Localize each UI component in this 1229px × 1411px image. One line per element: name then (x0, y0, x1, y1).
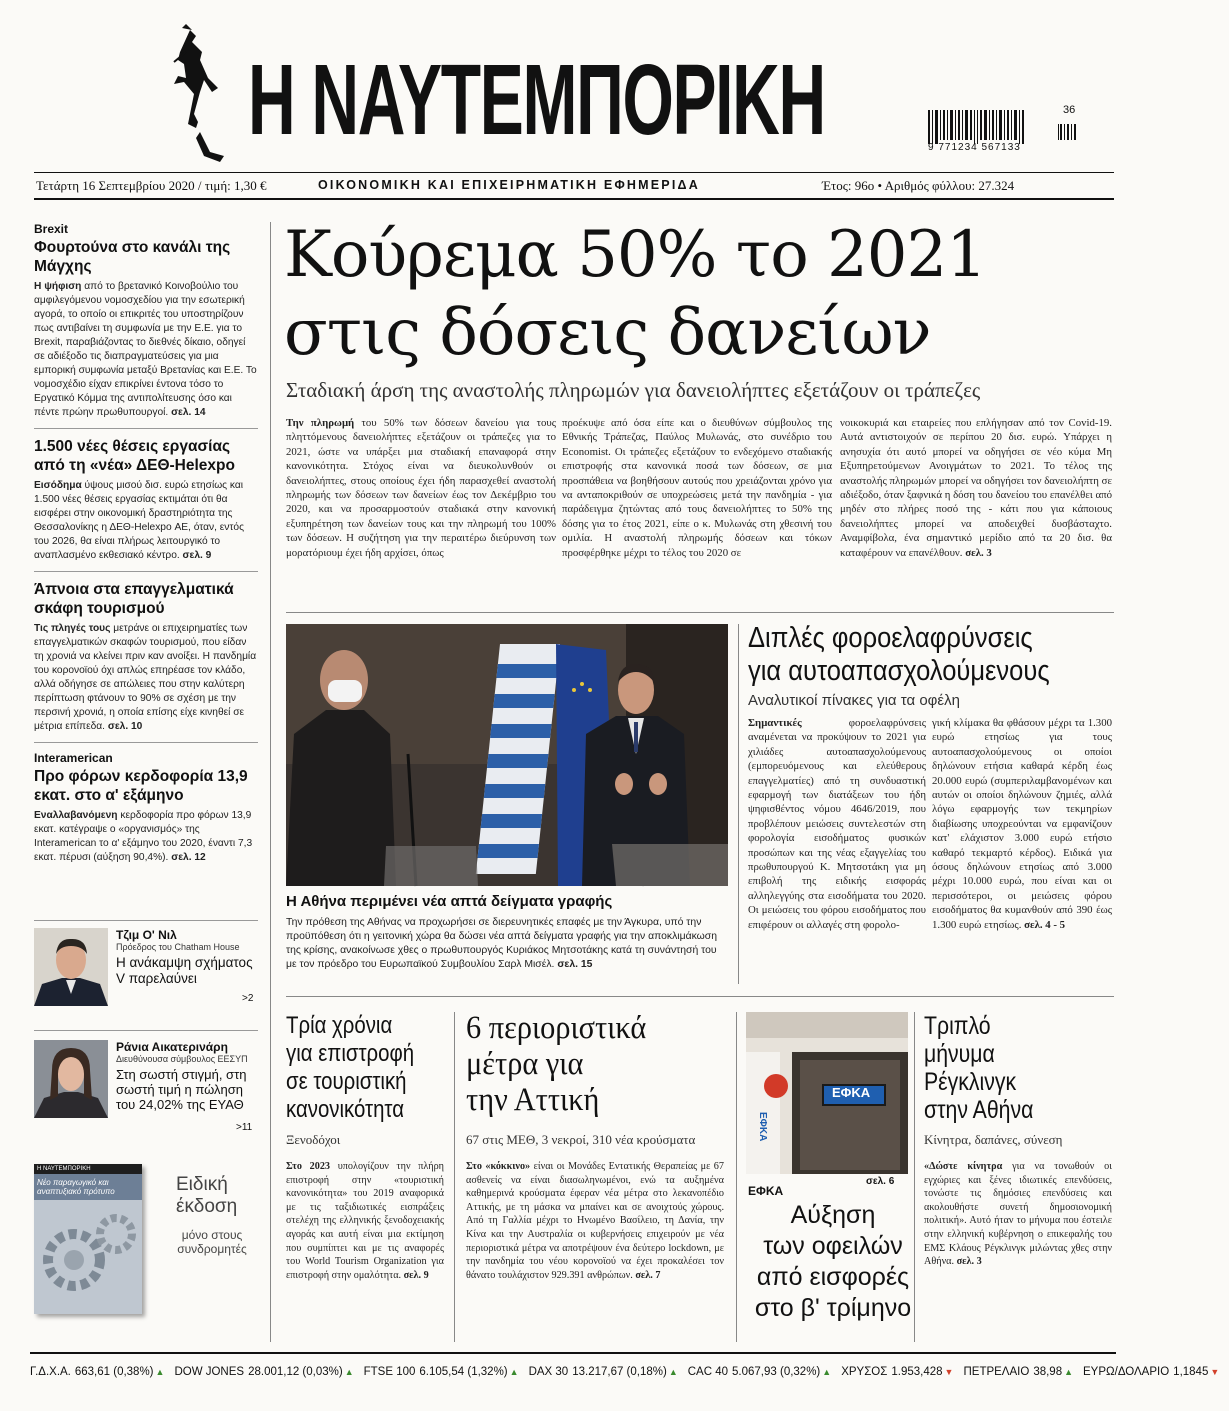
promo-cover-brand: Η ΝΑΥΤΕΜΠΟΡΙΚΗ (34, 1164, 142, 1174)
profile-name: Ράνια Αικατερινάρη (116, 1040, 228, 1054)
tagline: ΟΙΚΟΝΟΜΙΚΗ ΚΑΙ ΕΠΙΧΕΙΡΗΜΑΤΙΚΗ ΕΦΗΜΕΡΙΔΑ (318, 178, 700, 192)
efka-headline (748, 1200, 918, 1324)
ticker-value: 38,98 (1033, 1366, 1063, 1378)
profile-quote: Η ανάκαμψη σχήματος V παρελαύνει (116, 955, 253, 986)
profile-ref: >11 (236, 1122, 253, 1133)
ticker-label: ΕΥΡΩ/ΔΟΛΑΡΙΟ (1083, 1366, 1170, 1378)
sidebar-kicker-brexit: Brexit (34, 222, 69, 236)
masthead-rule (34, 172, 1114, 173)
tax-subheadline: Αναλυτικοί πίνακες για τα οφέλη (748, 692, 960, 709)
lead-headline (284, 216, 1104, 372)
ticker-item (364, 1366, 519, 1378)
tourism-text: υπολογίζουν την πλήρη επιστροφή στην «τουριστική κανονικότητα» του 2019 αναφορικά με τις ταξιδιωτικές εισπράξεις στελέχη της ελληνικής ξενοδοχειακής αγοράς και αυτή είναι μια εκτίμηση που συμπίπτει και με τις αναφορές του World Tourism Organization για επιστροφή στην ομαλότητα. (286, 1161, 444, 1281)
attica-headline-line2: μέτρα για (466, 1046, 584, 1082)
column-separator (914, 1012, 915, 1342)
sidebar-text-interamerican: κερδοφορία προ φόρων 13,9 εκατ. κατέγραψε ο «οργανισμός» της Interamerican το α' εξάμηνο του 2020, έναντι 7,3 εκατ. πέρυσι (αύξηση 90,4%). (34, 810, 253, 863)
photo-mitsotakis-michel (286, 624, 728, 886)
lead-text-1: του 50% των δόσεων δανείου για τους πληττόμενους δανειολήπτες εξετάζουν οι τράπεζες για το 2021, ώστε να υπάρξει μια σταδιακή επαναφορά στην κανονικότητα. Στόχος είναι να διευκολυνθούν οι δανειολήπτες, στους οποίους έχει ήδη παρασχεθεί αναστολή πληρωμής των δόσεων των δανείων έως τον Δεκέμβριο του 2020, και να προσαρμοστούν σταδιακά στην κανονική εξυπηρέτηση των δανείων τους και την πληρωμή του 100% των δόσεων. Η συζήτηση για την περαιτέρω διεύρυνση των μορατόριουμ έχει ήδη αρχίσει, όπως (286, 417, 556, 559)
regling-subheadline: Κίνητρα, δαπάνες, σύνεση (924, 1132, 1063, 1147)
attica-headline-line1: 6 περιοριστικά (466, 1010, 647, 1046)
ticker-item (30, 1366, 164, 1378)
efka-photo (746, 1012, 908, 1174)
arrow-up-icon: ▲ (344, 1367, 354, 1377)
tourism-lead-words: Στο 2023 (286, 1161, 331, 1172)
arrow-up-icon: ▲ (822, 1367, 832, 1377)
special-edition-promo[interactable] (34, 1164, 252, 1324)
column-separator (270, 222, 271, 1342)
column-separator (738, 624, 739, 984)
profile-name: Τζιμ Ο' Νιλ (116, 928, 177, 942)
lead-subheadline: Σταδιακή άρση της αναστολής πληρωμών για δανειολήπτες εξετάζουν οι τράπεζες (286, 378, 981, 402)
photo-caption-body (286, 916, 728, 972)
lead-headline-line2: στις δόσεις δανείων (284, 296, 931, 370)
sidebar-lead-interamerican: Εναλλαβανόμενη (34, 810, 118, 821)
arrow-down-icon: ▼ (944, 1367, 954, 1377)
issue-number: Έτος: 96ο • Αριθμός φύλλου: 27.324 (822, 178, 1015, 193)
arrow-down-icon: ▼ (1210, 1367, 1220, 1377)
promo-title: Ειδική έκδοση (176, 1174, 238, 1217)
tax-column-1 (748, 716, 926, 932)
sidebar-divider (34, 1030, 258, 1031)
regling-headline (924, 1012, 1104, 1124)
sidebar-text-yachts: μετράνε οι επιχειρηματίες των επαγγελματικών σκαφών τουρισμού, που είδαν τη χρονιά να κλείνει πριν καν ανοίξει. Η πανδημία του κορονοϊού όχι απλώς επηρέασε τον κλάδο, αλλά οδήγησε σε απώλειες που στην καλύτερη περίπτωση φτάνουν το 90% σε σχέση με την περσινή χρονιά, η οποία επίσης είχε κινηθεί σε μέτρια επίπεδα. (34, 623, 257, 732)
column-separator (736, 1012, 737, 1342)
sidebar-lead-helexpo: Εισόδημα (34, 480, 82, 491)
portrait-rania-aikaterinari-image (34, 1040, 108, 1118)
ticker-value: 5.067,93 (0,32%) (732, 1366, 821, 1378)
promo-subtitle: μόνο στους συνδρομητές (177, 1228, 247, 1256)
lead-column-3 (840, 416, 1112, 560)
ticker-label: DAX 30 (528, 1366, 569, 1378)
press-conference-photo (286, 624, 728, 886)
tax-headline-line2: για αυτοαπασχολούμενους (748, 655, 1050, 687)
ticker-item (1083, 1366, 1219, 1378)
arrow-up-icon: ▲ (1064, 1367, 1074, 1377)
profile-ref: >2 (242, 993, 254, 1004)
section-rule (286, 996, 1114, 997)
sidebar-body-helexpo (34, 479, 258, 563)
regling-ref: σελ. 3 (956, 1256, 982, 1268)
profile-quote: Στη σωστή στιγμή, στη σωστή τιμή η πώληση του 24,02% της ΕΥΑΘ (116, 1067, 247, 1112)
promo-cover-text: Νέο παραγωγικό και αναπτυξιακό πρότυπο (34, 1174, 142, 1200)
sidebar-headline-brexit: Φουρτούνα στο κανάλι της Μάγχης (34, 239, 231, 275)
sidebar-headline-interamerican: Προ φόρων κερδοφορία 13,9 εκατ. στο α' εξάμηνο (34, 768, 248, 804)
tourism-subheadline: Ξενοδόχοι (286, 1132, 341, 1147)
photo-caption-ref: σελ. 15 (557, 959, 593, 970)
column-separator (454, 1012, 455, 1342)
arrow-up-icon: ▲ (509, 1367, 519, 1377)
attica-body (466, 1160, 724, 1282)
ticker-label: CAC 40 (687, 1366, 729, 1378)
portrait-rania-aikaterinari (34, 1040, 108, 1118)
sidebar-divider (34, 742, 258, 743)
regling-lead-words: «Δώστε κίνητρα (924, 1161, 1003, 1172)
ticker-rule (30, 1352, 1116, 1354)
sidebar-headline-yachts: Άπνοια στα επαγγελματικά σκάφη τουρισμού (34, 581, 234, 617)
regling-headline-line2: μήνυμα (924, 1040, 995, 1068)
sidebar-text-helexpo: ύψους μισού δισ. ευρώ ετησίως και 1.500 νέες θέσεις εργασίας εκτιμάται ότι θα εισφέρει στην οικονομική δραστηριότητα της Θεσσαλονίκης η ΔΕΘ-Helexpo ΑΕ, όταν, εντός του 2026, θα είναι πλήρως λειτουργικό το αναπλασμένο εκθεσιακό κέντρο. (34, 480, 244, 561)
photo-caption-headline: Η Αθήνα περιμένει νέα απτά δείγματα γραφής (286, 893, 613, 910)
dateline: Τετάρτη 16 Σεπτεμβρίου 2020 / τιμή: 1,30 € (36, 178, 267, 193)
regling-text: για να τονωθούν οι εγχώριες και ξένες ιδιωτικές επενδύσεις, τονώστε τις δημόσιες επενδύσεις και ακολουθήστε συνετή δημοσιονομική πολιτική». Αυτό ήταν το μήνυμα που έστειλε στην ελληνική κυβέρνηση ο επικεφαλής του ΕΜΣ Κλάους Ρέγκλινγκ μιλώντας χθες στην Αθήνα. (924, 1161, 1112, 1268)
tax-text-1: φοροελαφρύνσεις αναμένεται να προκύψουν το 2021 για χιλιάδες αυτοαπασχολούμενους (εμπορευόμενους και ελεύθερους επαγγελματίες) από τη συνδυαστική εφαρμογή των διατάξεων του ήδη ψηφισθέντος νόμου 4646/2019, που προβλέπουν μειώσεις συντελεστών στη φορολογία εισοδήματος φυσικών προσώπων και της νέας εξαγγελίας του πρωθυπουργού Κ. Μητσοτάκη για μη επιβολή της ειδικής εισφοράς αλληλεγγύης στα εισοδήματα του 2020. Οι μειώσεις του φόρου εισοδήματος που επιφέρουν οι αλλαγές στη φορολο- (748, 717, 926, 931)
profile-jim-oneill (116, 928, 258, 987)
attica-ref: σελ. 7 (635, 1269, 661, 1281)
hermes-logo-figure (160, 22, 240, 172)
ticker-value: 13.217,67 (0,18%) (572, 1366, 667, 1378)
regling-headline-line3: Ρέγκλινγκ (924, 1068, 1017, 1096)
ticker-item (963, 1366, 1073, 1378)
lead-column-2: προέκυψε από όσα είπε και ο διευθύνων σύμβουλος της Εθνικής Τράπεζας, Παύλος Μυλωνάς, στο συνέδριο του Economist. Οι τράπεζες εξετάζουν το ενδεχόμενο σταδιακής επιστροφής στα κανονικά ποσά των δόσεων, σε μια προσπάθεια να βοηθήσουν αυτούς που χρειάζονται χρόνο για να ανταποκριθούν σε υποχρεώσεις μετά την πανδημία - για παράδειγμα ζητώντας από τους δανειολήπτες το 50% της δόσης για το έτος 2021, είπε ο κ. Μυλωνάς στη χθεσινή του ομιλία. Η αναστολή πληρωμής δόσεων και τόκων προσφέρθηκε μέχρι το τέλος του 2020 σε (562, 417, 832, 559)
tourism-headline-line1: Τρία χρόνια (286, 1012, 393, 1039)
gears-icon (34, 1200, 142, 1310)
sidebar-divider (34, 920, 258, 921)
portrait-jim-oneill (34, 928, 108, 1006)
ticker-label: DOW JONES (174, 1366, 245, 1378)
regling-body (924, 1160, 1112, 1269)
profile-role: Πρόεδρος του Chatham House (116, 942, 240, 952)
section-rule (286, 612, 1114, 613)
tax-column-2 (932, 716, 1112, 932)
sidebar-ref-helexpo: σελ. 9 (182, 550, 212, 561)
tax-lead-words: Σημαντικές (748, 717, 802, 729)
attica-text: είναι οι Μονάδες Εντατικής Θεραπείας με 67 ασθενείς να είναι διασωληνωμένοι, ενώ τα αυξημένα καθημερινά κρούσματα έφεραν νέα μέτρα στο λεκανοπέδιο Αττικής, με τη μάσκα να μπαίνει και σε ανοιχτούς χώρους. Από τη Γαλλία μέχρι το Ηνωμένο Βασίλειο, τη Δανία, την Κίνα και την Αυστραλία οι κυβερνήσεις επιχειρούν με νέα περιοριστικά μέτρα να αποτρέψουν ένα δεύτερο lockdown, με την πανδημία του νέου κορονοϊού να έχει προκαλέσει τον θάνατο τουλάχιστον 929.391 ανθρώπων. (466, 1161, 724, 1281)
lead-column-1 (286, 416, 556, 560)
sidebar-divider (34, 571, 258, 572)
regling-headline-line1: Τριπλό (924, 1012, 991, 1040)
ticker-value: 1.953,428 (891, 1366, 943, 1378)
tourism-body (286, 1160, 444, 1282)
tourism-headline-line3: σε τουριστική (286, 1068, 407, 1095)
lead-ref: σελ. 3 (965, 546, 992, 559)
sidebar-divider (34, 428, 258, 429)
ticker-value: 6.105,54 (1,32%) (419, 1366, 508, 1378)
ticker-value: 663,61 (0,38%) (74, 1366, 154, 1378)
lead-text-3: νοικοκυριά και εταιρείες που επλήγησαν από τον Covid-19. Αυτά αντιστοιχούν σε περίπου 20 δισ. ευρώ. Υπάρχει η ανησυχία ότι αυτό μπορεί να οδηγήσει σε νέο κύμα Μη Εξυπηρετούμενων Ανοιγμάτων το 2021. Το τέλος της αναστολής πληρωμών μπορεί να οδηγήσει τον δανειολήπτη σε αδιέξοδο, όταν ξαφνικά η δόση του δανείου του επανέλθει από μηδέν στο πλήρες ποσό της - κάτι που για κάποιους δανειολήπτες μπορεί να αποδειχθεί δυσβάσταχτο. Αναμφίβολα, ένα σημαντικό μερίδιο από τα 20 δισ. θα καταφέρουν να επανέλθουν. (840, 417, 1112, 559)
tax-text-2: γική κλίμακα θα φθάσουν μέχρι τα 1.300 ευρώ ετησίως για τους αυτοαπασχολούμενους οι οποίοι δηλώνουν ετήσια καθαρά κέρδη έως 20.000 ευρώ (συμπεριλαμβανομένων και αυτών οι οποίοι δηλώνουν ζημιές, αλλά λόγω εφαρμογής των τεκμηρίων διαβίωσης υποχρεούνται να εμφανίζουν κατ' ελάχιστον 3.000 ευρώ ετήσιο καθαρό τεκμαρτό κέρδος). Ειδικά για όσους δηλώνουν ετησίως από 3.000 μέχρι 10.000 ευρώ, που είναι και οι περισσότεροι, οι μειώσεις φόρου εισοδήματος θα κυμανθούν από 390 έως 1.300 ευρώ ετησίως. (932, 717, 1112, 931)
lead-lead-words: Την πληρωμή (286, 417, 355, 429)
efka-building-photo (746, 1012, 908, 1174)
sidebar-body-interamerican (34, 809, 258, 865)
portrait-jim-oneill-image (34, 928, 108, 1006)
profile-rania-aikaterinari (116, 1040, 258, 1112)
efka-headline-line3: από εισφορές (756, 1263, 910, 1291)
tourism-ref: σελ. 9 (403, 1269, 429, 1281)
attica-lead-words: Στο «κόκκινο» (466, 1161, 531, 1172)
tourism-headline-line4: κανονικότητα (286, 1096, 405, 1123)
sidebar-body-brexit (34, 280, 258, 420)
arrow-up-icon: ▲ (668, 1367, 678, 1377)
sidebar-text-brexit: από το βρετανικό Κοινοβούλιο του αμφιλεγόμενου νομοσχεδίου για την εσωτερική αγορά, το οποίο οι επικριτές του υποστηρίζουν πως αντιβαίνει τη συμφωνία με την Ε.Ε. για το Brexit, παραβιάζοντας το διεθνές δίκαιο, οδηγεί σε αδιέξοδο τις διαπραγματεύσεις για μια εμπορική συμφωνία μεταξύ Βρετανίας και Ε.Ε. Το νομοσχέδιο είχαν επικρίνει έντονα τόσο το Εργατικό Κόμμα της αντιπολίτευσης όσο και πέντε πρώην πρωθυπουργοί. (34, 281, 257, 418)
sidebar-news (34, 222, 258, 865)
sidebar-ref-brexit: σελ. 14 (171, 407, 206, 418)
lead-headline-line1: Κούρεμα 50% το 2021 (284, 218, 986, 292)
attica-subheadline: 67 στις ΜΕΘ, 3 νεκροί, 310 νέα κρούσματα (466, 1132, 696, 1147)
ticker-label: Γ.Δ.Χ.Α. (30, 1366, 71, 1378)
sidebar-lead-brexit: Η ψήφιση (34, 281, 82, 292)
ticker-label: ΠΕΤΡΕΛΑΙΟ (963, 1366, 1030, 1378)
ticker-label: ΧΡΥΣΟΣ (841, 1366, 888, 1378)
tax-headline (748, 622, 1118, 688)
arrow-up-icon: ▲ (155, 1367, 165, 1377)
sidebar-kicker-interamerican: Interamerican (34, 751, 113, 765)
barcode-number: 9 771234 567133 (928, 142, 1021, 153)
efka-sign: ΕΦΚΑ (832, 1085, 871, 1100)
sidebar-ref-yachts: σελ. 10 (107, 721, 143, 732)
newspaper-title: Η ΝΑΥΤΕΜΠΟΡΙΚΗ (248, 44, 825, 156)
tourism-headline-line2: για επιστροφή (286, 1040, 415, 1067)
attica-headline-line3: την Αττική (466, 1082, 600, 1118)
profile-role: Διευθύνουσα σύμβουλος ΕΕΣΥΠ (116, 1054, 248, 1064)
efka-kicker: ΕΦΚΑ (748, 1184, 784, 1198)
masthead-bottom-rule (34, 198, 1114, 200)
market-ticker (30, 1366, 1220, 1378)
ticker-item (688, 1366, 831, 1378)
regling-headline-line4: στην Αθήνα (924, 1096, 1034, 1124)
ticker-value: 1,1845 (1173, 1366, 1209, 1378)
tax-ref: σελ. 4 - 5 (1024, 918, 1066, 931)
efka-headline-line4: στο β' τρίμηνο (754, 1294, 912, 1322)
promo-cover (34, 1164, 142, 1314)
attica-headline (466, 1010, 736, 1118)
barcode-issue-addon: 36 (1063, 104, 1076, 116)
sidebar-body-yachts (34, 622, 258, 734)
photo-caption-text: Την πρόθεση της Αθήνας να προχωρήσει σε διερευνητικές επαφές με την Άγκυρα, υπό την προϋπόθεση ότι η γειτονική χώρα θα δώσει νέα απτά δείγματα γραφής για την αποκλιμάκωση της κρίσης, ανακοίνωσε χθες ο πρωθυπουργός Κυριάκος Μητσοτάκης κατά τη συνάντησή του με τον πρόεδρο του Ευρωπαϊκού Συμβουλίου Σαρλ Μισέλ. (286, 917, 717, 970)
sidebar-headline-helexpo: 1.500 νέες θέσεις εργασίας από τη «νέα» ΔΕΘ-Helexpo (34, 438, 235, 474)
tourism-headline (286, 1012, 456, 1124)
sidebar-ref-interamerican: σελ. 12 (171, 852, 206, 863)
ticker-label: FTSE 100 (363, 1366, 416, 1378)
efka-ref: σελ. 6 (866, 1176, 895, 1187)
efka-headline-line1: Αύξηση (790, 1201, 876, 1229)
ticker-item (841, 1366, 953, 1378)
ticker-value: 28.001,12 (0,03%) (248, 1366, 343, 1378)
ticker-item (529, 1366, 678, 1378)
ticker-item (174, 1366, 353, 1378)
tax-headline-line1: Διπλές φοροελαφρύνσεις (748, 622, 1033, 654)
sidebar-lead-yachts: Τις πληγές τους (34, 623, 111, 634)
efka-headline-line2: των οφειλών (763, 1232, 903, 1260)
efka-sign-vertical: ΕΦΚΑ (757, 1112, 768, 1142)
